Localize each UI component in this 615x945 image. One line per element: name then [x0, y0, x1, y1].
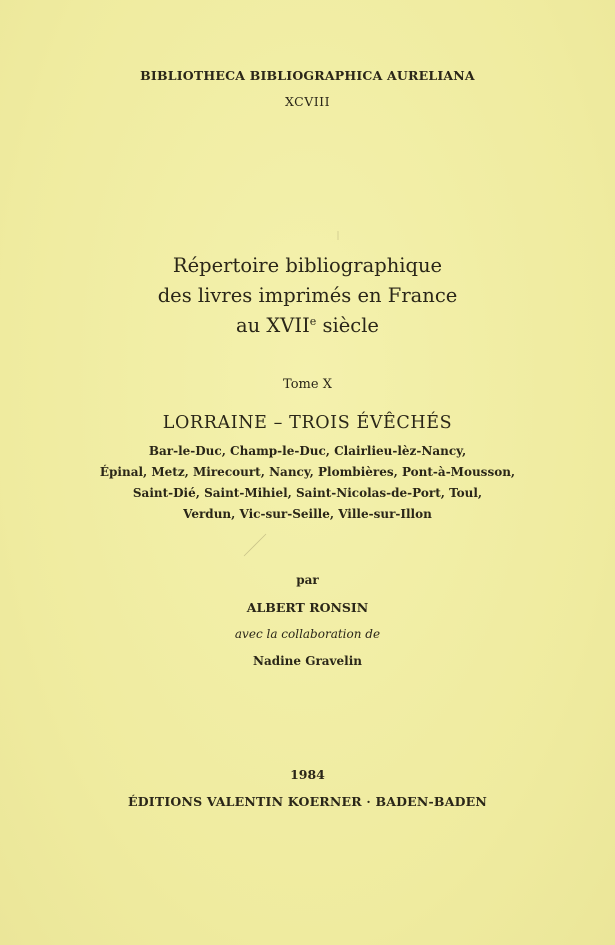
paper-speck-mark — [334, 230, 342, 242]
places-line-1: Bar-le-Duc, Champ-le-Duc, Clairlieu-lèz-Nancy, — [148, 444, 467, 458]
region-title: LORRAINE – TROIS ÉVÊCHÉS — [162, 413, 453, 433]
title-line-1: Répertoire bibliographique — [172, 254, 443, 277]
series-volume: XCVIII — [284, 94, 331, 109]
paper-scratch-mark — [240, 530, 270, 560]
publisher-name: ÉDITIONS VALENTIN KOERNER · BADEN-BADEN — [128, 794, 487, 809]
title-line-3 — [0, 316, 615, 336]
title-superscript: e — [309, 315, 317, 328]
tome-label: Tome X — [283, 377, 332, 392]
author-name: ALBERT RONSIN — [246, 600, 369, 615]
by-label: par — [296, 573, 319, 587]
title-line-2: des livres imprimés en France — [157, 284, 458, 307]
collaboration-label: avec la collaboration de — [234, 627, 381, 641]
collaborator-name: Nadine Gravelin — [252, 654, 363, 668]
places-line-3: Saint-Dié, Saint-Mihiel, Saint-Nicolas-de-Port, Toul, — [132, 486, 483, 500]
places-line-2: Épinal, Metz, Mirecourt, Nancy, Plombières, Pont-à-Mousson, — [99, 465, 516, 479]
title-line-3-suffix: siècle — [316, 314, 379, 337]
publication-year: 1984 — [290, 767, 325, 782]
places-line-4: Verdun, Vic-sur-Seille, Ville-sur-Illon — [183, 507, 432, 521]
series-name: BIBLIOTHECA BIBLIOGRAPHICA AURELIANA — [140, 68, 475, 83]
title-line-3-prefix: au XVII — [236, 314, 310, 337]
